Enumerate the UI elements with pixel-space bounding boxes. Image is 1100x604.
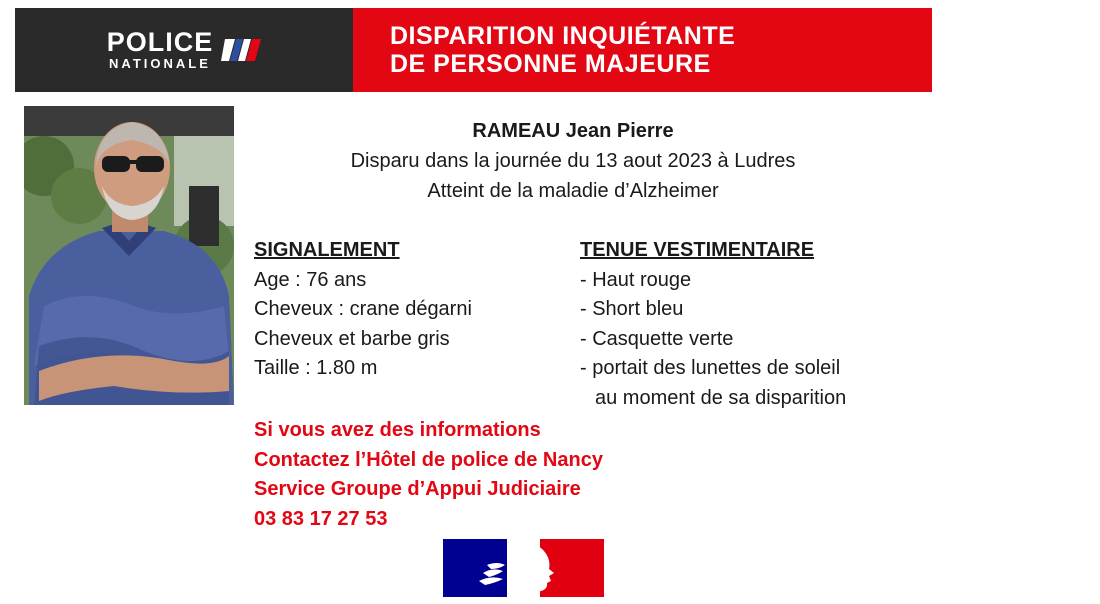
signalement-hair-beard: Cheveux et barbe gris [254,327,450,350]
tenue-section [580,236,910,414]
signalement-heading: SIGNALEMENT [254,239,400,261]
police-flag-icon [221,35,261,65]
header-banner [15,8,932,92]
logo-police-text: POLICE [106,27,214,57]
police-logo-panel [15,8,353,92]
tenue-item-cap: - Casquette verte [580,327,734,350]
medical-condition: Atteint de la maladie d’Alzheimer [427,180,719,202]
contact-intro: Si vous avez des informations [254,419,541,441]
contact-section [254,416,754,534]
portrait-image [24,106,234,405]
alert-title-panel [353,8,932,92]
tenue-item-shorts: - Short bleu [580,298,684,321]
missing-date-location: Disparu dans la journée du 13 aout 2023 à Ludres [350,150,796,172]
tenue-heading: TENUE VESTIMENTAIRE [580,239,815,261]
police-nationale-logo [107,29,262,71]
person-name: RAMEAU Jean Pierre [472,120,674,142]
tenue-item-sunglasses: - portait des lunettes de soleil [580,357,841,380]
signalement-height: Taille : 1.80 m [254,357,378,380]
signalement-age: Age : 76 ans [254,268,367,291]
identity-block [300,116,846,206]
contact-phone: 03 83 17 27 53 [254,507,388,530]
tenue-item-sunglasses-cont: au moment de sa disparition [595,386,847,409]
alert-title-line1: DISPARITION INQUIÉTANTE [390,22,736,50]
signalement-section [254,236,554,384]
contact-police-station: Contactez l’Hôtel de police de Nancy [254,448,603,471]
tenue-item-top: - Haut rouge [580,268,692,291]
logo-nationale-text: NATIONALE [109,56,211,71]
marianne-icon [443,539,604,597]
signalement-hair: Cheveux : crane dégarni [254,298,472,321]
alert-title-line2: DE PERSONNE MAJEURE [390,50,711,78]
contact-service: Service Groupe d’Appui Judiciaire [254,478,581,501]
missing-person-photo [24,106,234,405]
